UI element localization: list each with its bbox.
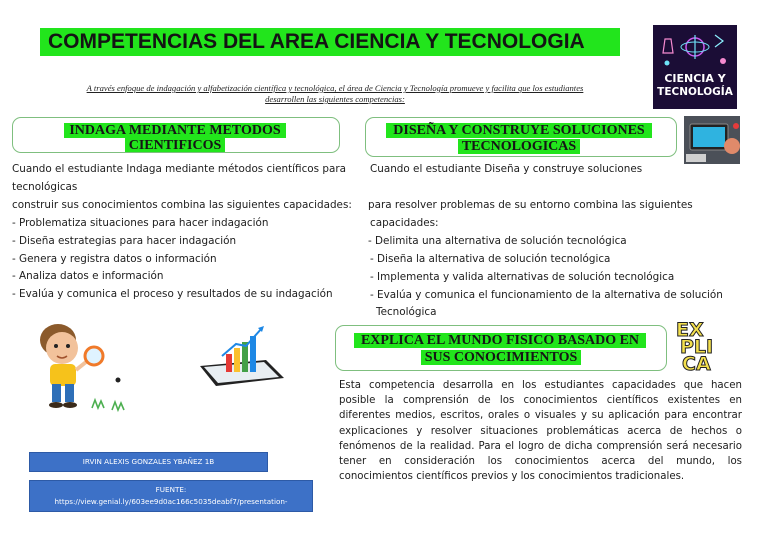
tablet-chart-icon: [196, 320, 288, 390]
indaga-line: construir sus conocimientos combina las siguientes capacidades:: [12, 198, 352, 211]
kid-magnifier-illustration: [30, 318, 140, 413]
source-box: [29, 480, 313, 512]
indaga-line: - Evalúa y comunica el proceso y resultados de su indagación: [12, 288, 333, 301]
indaga-heading-line-2: CIENTIFICOS: [125, 138, 225, 153]
explica-badge-line: EX: [676, 319, 704, 341]
explica-line: tener en consideración los conocimientos acerca del mundo, los: [339, 456, 742, 468]
source-url[interactable]: https://view.genial.ly/603ee9d0ac166c5035deabf7/presentation-: [54, 497, 288, 506]
explica-line: conocimientos científicos previos y los conocimientos tradicionales.: [339, 471, 685, 483]
disena-line: - Implementa y valida alternativas de solución tecnológica: [370, 270, 675, 283]
disena-line: - Delimita una alternativa de solución tecnológica: [368, 234, 627, 247]
indaga-line: - Analiza datos e información: [12, 270, 164, 283]
disena-line: capacidades:: [370, 216, 439, 229]
explica-line: explicaciones y resolver situaciones problemáticas acerca de hechos o: [339, 425, 742, 437]
ciencia-tecnologia-logo: [653, 25, 737, 109]
disena-heading-box: [365, 117, 677, 157]
indaga-body: [12, 161, 357, 304]
indaga-heading-line-1: INDAGA MEDIANTE METODOS: [64, 123, 286, 138]
indaga-line: - Genera y registra datos o información: [12, 252, 217, 265]
tablet-chart-illustration: [196, 320, 288, 390]
tech-hands-photo: [684, 116, 740, 164]
disena-body: [368, 197, 758, 322]
indaga-heading-box: [12, 117, 340, 153]
explica-line: Esta competencia desarrolla en los estudiantes capacidades que hacen: [339, 380, 742, 391]
disena-heading-line-1: DISEÑA Y CONSTRUYE SOLUCIONES: [386, 123, 652, 138]
logo-line-2: TECNOLOGÍA: [657, 86, 733, 98]
intro-text: [40, 83, 630, 105]
disena-heading-line-2: TECNOLOGICAS: [458, 139, 580, 154]
disena-intro: Cuando el estudiante Diseña y construye soluciones: [370, 163, 643, 175]
tablet-tech-icon: [684, 116, 740, 164]
page-title: COMPETENCIAS DEL AREA CIENCIA Y TECNOLOGIA: [40, 28, 620, 56]
explica-badge-line: CA: [682, 353, 711, 375]
indaga-line: - Diseña estrategias para hacer indagación: [12, 234, 237, 247]
explica-heading-line-1: EXPLICA EL MUNDO FISICO BASADO EN: [354, 333, 646, 348]
source-label: FUENTE:: [155, 485, 187, 494]
explica-line: diferentes medios, escritos, orales o visuales y su aplicación para encontrar: [339, 410, 742, 422]
indaga-line: tecnológicas: [12, 180, 78, 193]
disena-line: Tecnológica: [376, 306, 437, 319]
intro-line-1: A través enfoque de indagación y alfabetización científica y tecnológica, el área de Ciencia y Tecnología promueve y facilita que los estudiantes: [86, 83, 584, 93]
indaga-line: Cuando el estudiante Indaga mediante métodos científicos para: [12, 163, 346, 175]
explica-body: [339, 378, 742, 484]
disena-line: - Evalúa y comunica el funcionamiento de la alternativa de solución: [370, 288, 723, 301]
indaga-line: - Problematiza situaciones para hacer indagación: [12, 216, 269, 229]
explica-heading-box: [335, 325, 667, 371]
explica-line: posible la comprensión de los conocimientos científicos existentes en: [339, 395, 742, 407]
explica-badge-line: PLI: [680, 336, 714, 358]
explica-heading-line-2: SUS CONOCIMIENTOS: [421, 350, 581, 365]
logo-line-1: CIENCIA Y: [664, 72, 726, 85]
author-box: IRVIN ALEXIS GONZALES YBAÑEZ 1B: [29, 452, 268, 472]
explica-badge: [676, 319, 724, 375]
intro-line-2: desarrollen las siguientes competencias:: [265, 94, 405, 104]
explica-line: fenómenos de la realidad. Para el logro de dicha comprensión será necesario: [339, 440, 742, 452]
disena-line: - Diseña la alternativa de solución tecnológica: [370, 252, 611, 265]
kid-magnifier-icon: [30, 318, 140, 413]
disena-line: para resolver problemas de su entorno combina las siguientes: [368, 199, 693, 211]
